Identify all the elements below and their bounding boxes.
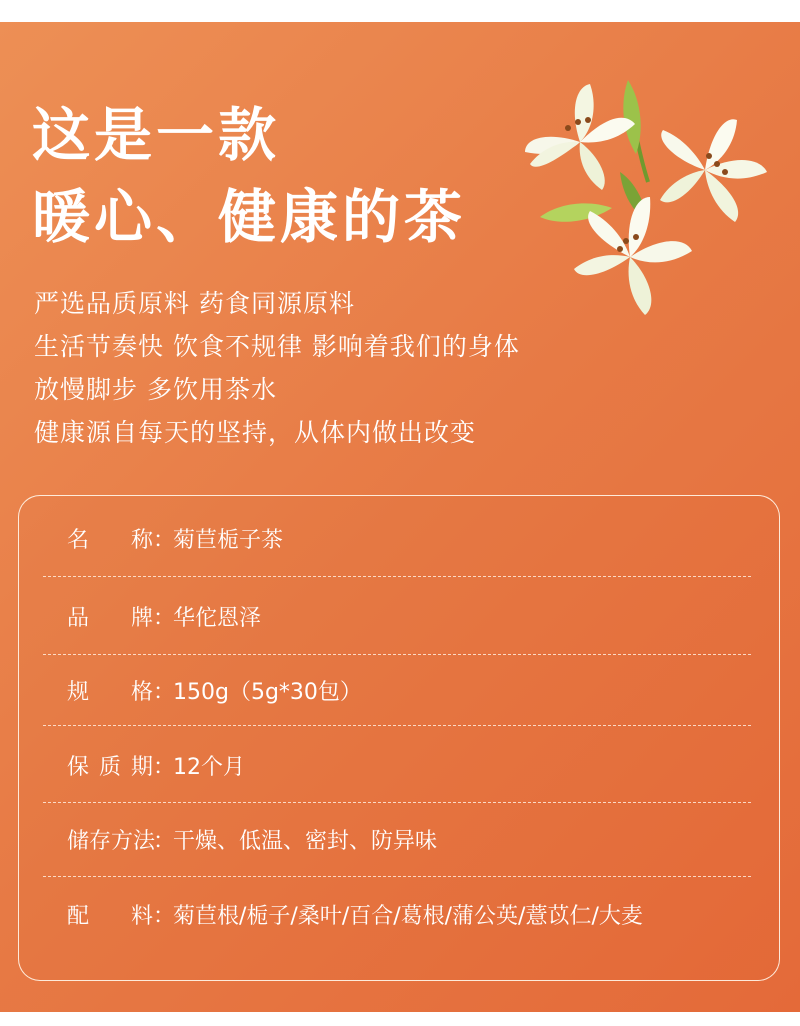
- spec-row-spec: [43, 652, 751, 728]
- spec-colon: ：: [153, 754, 176, 780]
- spec-card: [18, 495, 780, 981]
- spec-row-name: [43, 500, 751, 576]
- lily-flowers-icon: [520, 62, 790, 332]
- spec-value: 菊苣栀子茶: [173, 527, 284, 553]
- headline-line-2: 暖心、健康的茶: [32, 183, 467, 251]
- spec-value: 菊苣根/栀子/桑叶/百合/葛根/蒲公英/薏苡仁/大麦: [173, 903, 643, 929]
- intro-text: [34, 282, 520, 454]
- spec-colon: ：: [153, 605, 176, 631]
- spec-label: 品牌: [67, 605, 153, 631]
- divider: [43, 725, 751, 726]
- spec-value: 华佗恩泽: [173, 605, 262, 631]
- spec-row-storage: [43, 801, 751, 877]
- spec-row-ingredients: [43, 876, 751, 952]
- intro-line: 严选品质原料 药食同源原料: [34, 289, 355, 318]
- spec-value: 12个月: [173, 754, 245, 780]
- spec-colon: ：: [153, 828, 176, 854]
- headline-line-1: 这是一款: [32, 101, 281, 169]
- spec-row-shelf-life: [43, 727, 751, 803]
- spec-colon: ：: [153, 527, 176, 553]
- spec-colon: ：: [153, 903, 176, 929]
- intro-line: 健康源自每天的坚持，从体内做出改变: [34, 418, 477, 447]
- spec-label: 配料: [67, 903, 153, 929]
- product-info-page: [0, 22, 800, 1012]
- spec-label: 名称: [67, 527, 153, 553]
- spec-row-brand: [43, 578, 751, 654]
- spec-label: 保质期: [67, 754, 153, 780]
- spec-colon: ：: [153, 679, 176, 705]
- spec-label: 储存方法: [67, 828, 156, 854]
- spec-value: 干燥、低温、密封、防异味: [173, 828, 438, 854]
- divider: [43, 576, 751, 577]
- spec-value: 150g（5g*30包）: [173, 679, 362, 705]
- intro-line: 生活节奏快 饮食不规律 影响着我们的身体: [34, 332, 520, 361]
- spec-label: 规格: [67, 679, 153, 705]
- intro-line: 放慢脚步 多饮用茶水: [34, 375, 277, 404]
